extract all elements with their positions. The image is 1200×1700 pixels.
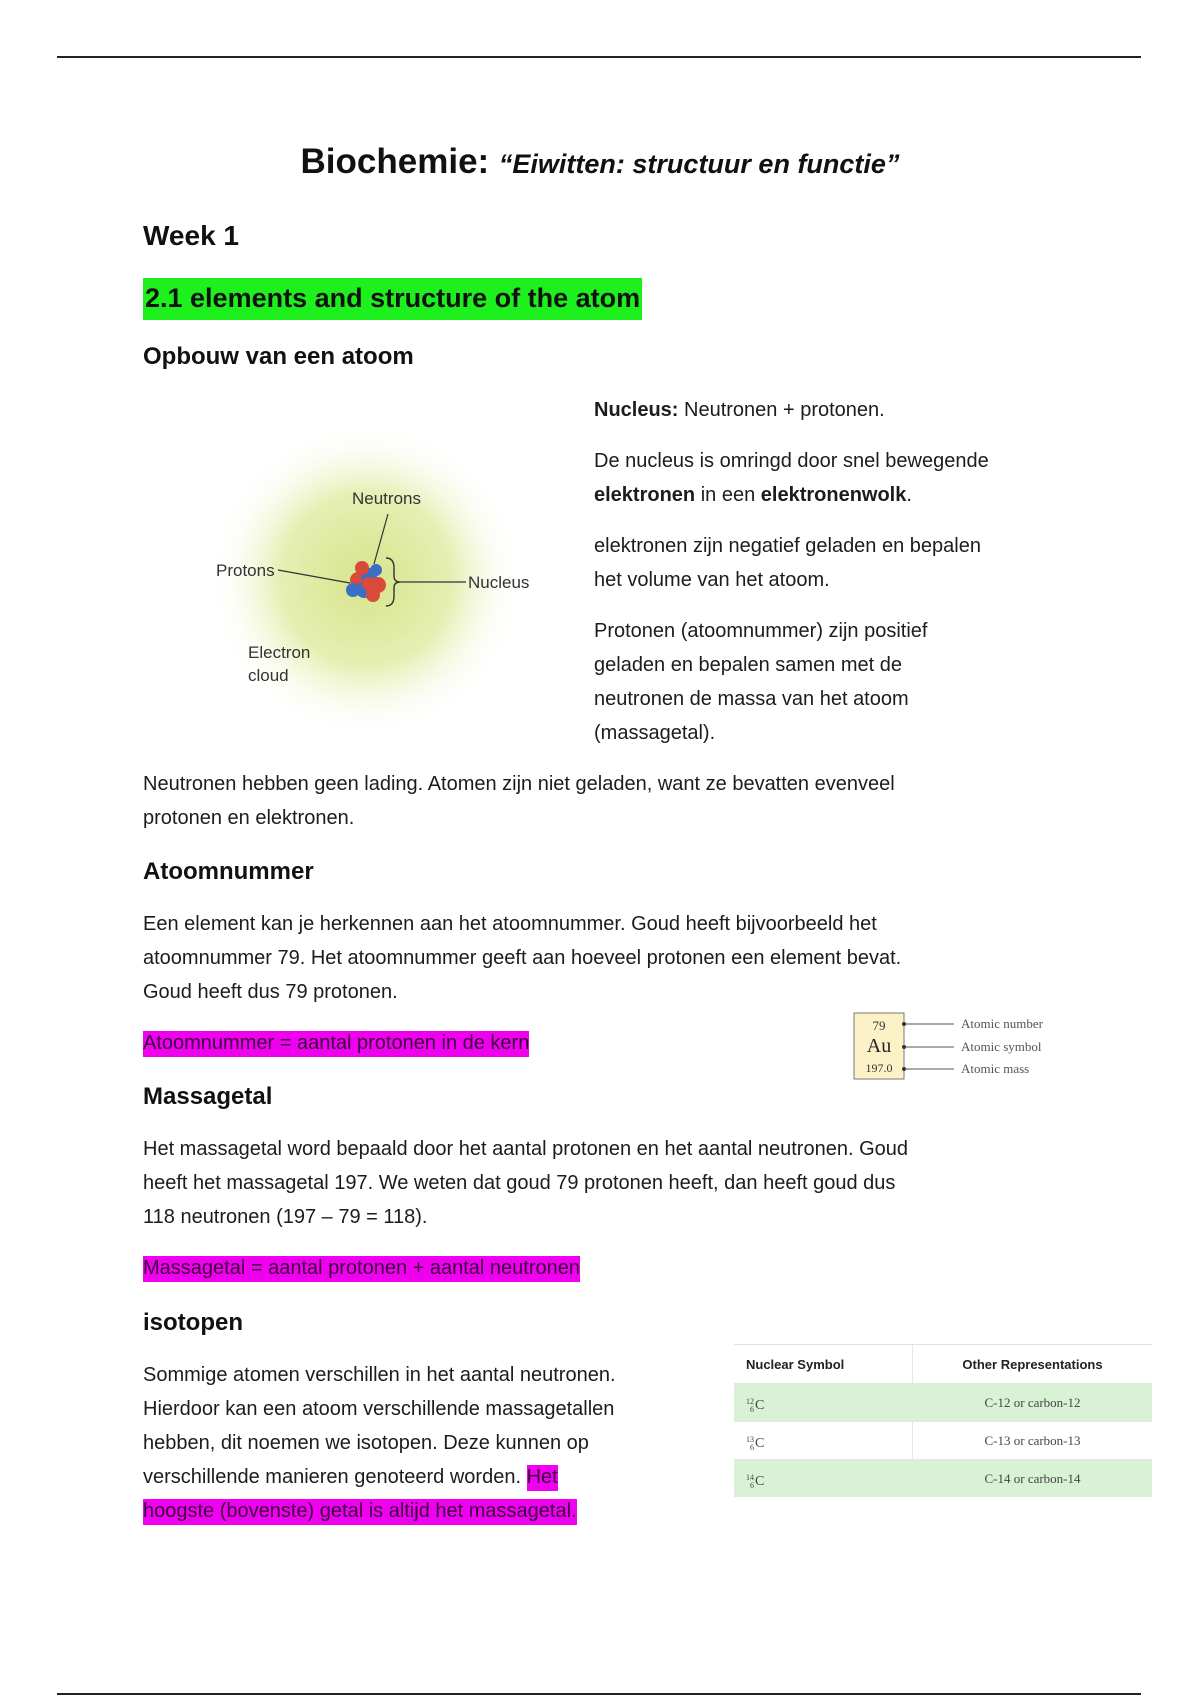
- electron-paragraph: [594, 444, 1074, 512]
- isotopes-highlight-end: hoogste (bovenste) getal is altijd het massagetal.: [143, 1499, 577, 1525]
- element-symbol: Au: [866, 1035, 892, 1057]
- representation-cell: C-13 or carbon-13: [913, 1422, 1153, 1460]
- table-row: [734, 1384, 1152, 1422]
- isotopes-line2: Hierdoor kan een atoom verschillende massagetallen: [143, 1398, 615, 1420]
- neutral-line1: Neutronen hebben geen lading. Atomen zijn niet geladen, want ze bevatten evenveel: [143, 773, 895, 795]
- nucleus-definition: [594, 393, 1074, 427]
- isotopes-line1: Sommige atomen verschillen in het aantal neutronen.: [143, 1364, 616, 1386]
- col-nuclear-symbol: Nuclear Symbol: [734, 1345, 913, 1384]
- atomic-number-line1: Een element kan je herkennen aan het atoomnummer. Goud heeft bijvoorbeeld het: [143, 913, 877, 935]
- atomic-number-heading: Atoomnummer: [143, 858, 314, 885]
- term-elektronenwolk: elektronenwolk: [760, 484, 907, 506]
- label-electron-cloud-2: cloud: [248, 666, 289, 685]
- mass-number: 14: [746, 1472, 754, 1482]
- nuclear-symbol-cell: [734, 1384, 913, 1422]
- proton-line1: Protonen (atoomnummer) zijn positief: [594, 620, 928, 642]
- week-heading: Week 1: [143, 220, 239, 251]
- representation-cell: C-14 or carbon-14: [913, 1460, 1153, 1498]
- nucleus-def: Neutronen + protonen.: [678, 399, 885, 421]
- mass-number-line2: heeft het massagetal 197. We weten dat goud 79 protonen heeft, dan heeft goud dus: [143, 1172, 896, 1194]
- electron-paragraph-line1: De nucleus is omringd door snel bewegende: [594, 450, 989, 472]
- label-nucleus: Nucleus: [468, 573, 530, 592]
- page-title: [0, 142, 1200, 182]
- isotope-table-header: [734, 1345, 1152, 1384]
- neutral-paragraph: [143, 767, 1123, 835]
- atomic-number: 6: [750, 1404, 754, 1414]
- col-other-representations: Other Representations: [913, 1345, 1153, 1384]
- element-symbol: C: [755, 1435, 765, 1451]
- mass-number: 13: [746, 1434, 754, 1444]
- text-in-een: in een: [695, 484, 761, 506]
- title-main: Biochemie:: [300, 142, 490, 181]
- title-subtitle: “Eiwitten: structuur en functie”: [498, 149, 900, 179]
- isotopes-line4: [143, 1460, 723, 1494]
- atom-diagram: [140, 418, 560, 738]
- gold-element-card: [806, 1008, 1106, 1084]
- mass-number-highlight: Massagetal = aantal protonen + aantal neutronen: [143, 1256, 580, 1282]
- text-period: .: [906, 484, 912, 506]
- element-symbol: C: [755, 1473, 765, 1489]
- isotopes-heading: isotopen: [143, 1309, 243, 1336]
- mass-number-line1: Het massagetal word bepaald door het aantal protonen en het aantal neutronen. Goud: [143, 1138, 908, 1160]
- element-number: 79: [872, 1018, 886, 1033]
- atomic-number-paragraph: [143, 907, 1123, 1009]
- representation-cell: C-12 or carbon-12: [913, 1384, 1153, 1422]
- electron-charge-paragraph: [594, 529, 1074, 597]
- section-heading: 2.1 elements and structure of the atom: [143, 278, 642, 320]
- nuclear-symbol-cell: [734, 1422, 913, 1460]
- mass-number-line3: 118 neutronen (197 – 79 = 118).: [143, 1206, 428, 1228]
- top-rule: [57, 56, 1141, 58]
- atomic-number-highlight-wrap: [143, 1026, 529, 1060]
- isotope-table: [734, 1344, 1152, 1497]
- label-neutrons: Neutrons: [352, 489, 421, 508]
- isotopes-line3: hebben, dit noemen we isotopen. Deze kunnen op: [143, 1432, 589, 1454]
- mass-number-highlight-wrap: [143, 1251, 580, 1285]
- atomic-number: 6: [750, 1442, 754, 1452]
- electron-paragraph-line2: [594, 478, 1074, 512]
- atomic-number: 6: [750, 1480, 754, 1490]
- label-atomic-mass: Atomic mass: [961, 1061, 1030, 1076]
- atomic-number-line2: atoomnummer 79. Het atoomnummer geeft aan hoeveel protonen een element bevat.: [143, 947, 902, 969]
- proton-line2: geladen en bepalen samen met de: [594, 654, 903, 676]
- electron-charge-line2: het volume van het atoom.: [594, 569, 830, 591]
- element-mass: 197.0: [865, 1061, 893, 1075]
- label-atomic-number: Atomic number: [961, 1016, 1043, 1031]
- term-elektronen: elektronen: [594, 484, 696, 506]
- electron-charge-line1: elektronen zijn negatief geladen en bepalen: [594, 535, 981, 557]
- table-row: [734, 1460, 1152, 1498]
- proton-paragraph: [594, 614, 1074, 750]
- mass-number: 12: [746, 1396, 754, 1406]
- atomic-number-line3: Goud heeft dus 79 protonen.: [143, 981, 398, 1003]
- isotopes-line4-text: verschillende manieren genoteerd worden.: [143, 1466, 527, 1488]
- nuclear-symbol-cell: [734, 1460, 913, 1498]
- mass-number-paragraph: [143, 1132, 1123, 1234]
- proton-line3: neutronen de massa van het atoom: [594, 688, 909, 710]
- bottom-rule: [57, 1693, 1141, 1695]
- atomic-number-highlight: Atoomnummer = aantal protonen in de kern: [143, 1031, 529, 1057]
- isotopes-highlight-start: Het: [527, 1465, 558, 1491]
- nucleus-term: Nucleus:: [594, 399, 679, 421]
- label-electron-cloud-1: Electron: [248, 643, 311, 662]
- isotopes-line5: [143, 1494, 723, 1528]
- proton-line4: (massagetal).: [594, 722, 716, 744]
- label-protons: Protons: [216, 561, 275, 580]
- atom-structure-heading: Opbouw van een atoom: [143, 343, 414, 370]
- mass-number-heading: Massagetal: [143, 1083, 273, 1110]
- isotopes-paragraph: [143, 1358, 723, 1528]
- table-row: [734, 1422, 1152, 1460]
- neutral-line2: protonen en elektronen.: [143, 807, 355, 829]
- element-symbol: C: [755, 1397, 765, 1413]
- label-atomic-symbol: Atomic symbol: [961, 1039, 1042, 1054]
